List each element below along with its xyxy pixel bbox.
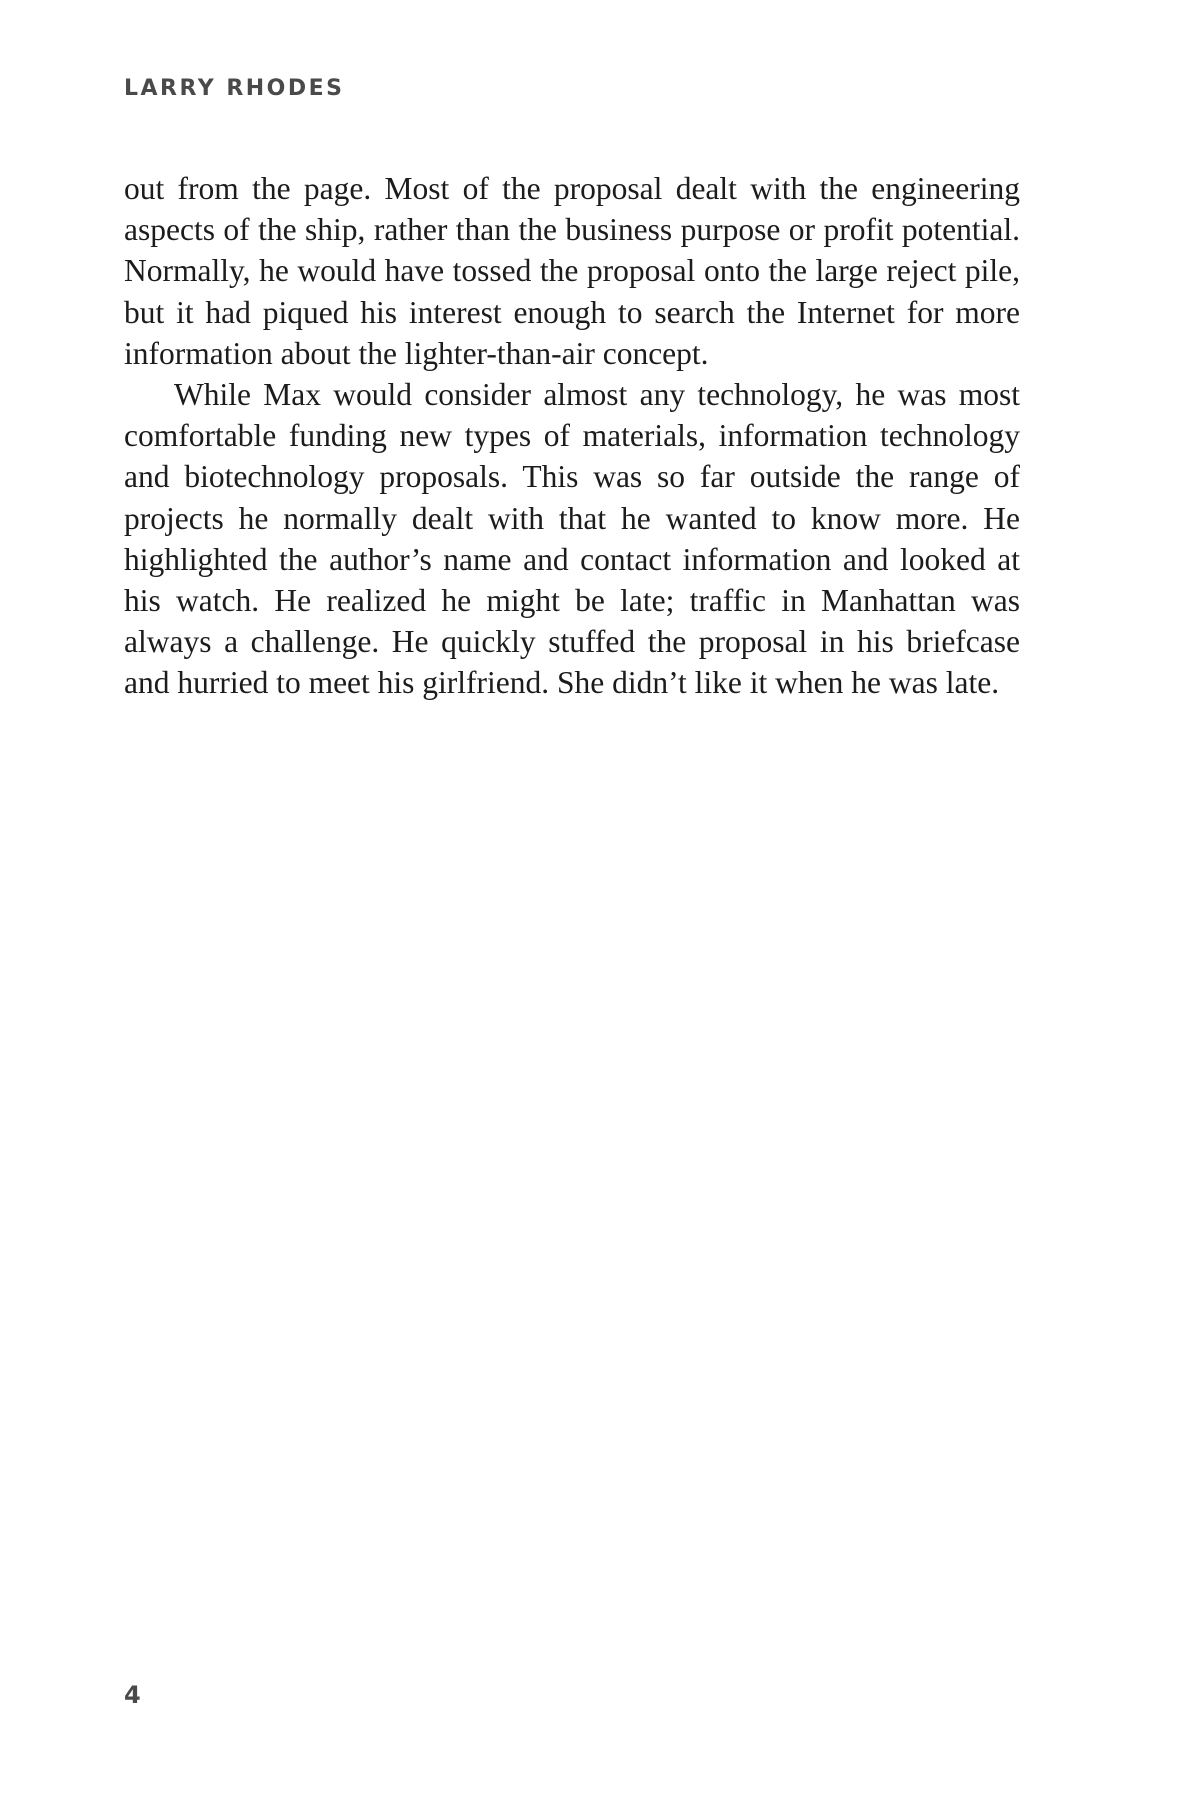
body-text [124, 168, 1020, 704]
running-head-author: LARRY RHODES [124, 76, 345, 101]
paragraph: While Max would consider almost any technology, he was most comfortable funding new types of materials, information technology and biotechnology proposals. This was so far outside the range of projects he normally dealt with that he wanted to know more. He highlighted the author’s name and contact information and looked at his watch. He realized he might be late; traffic in Manhattan was always a challenge. He quickly stuffed the proposal in his briefcase and hurried to meet his girlfriend. She didn’t like it when he was late. [124, 377, 1020, 701]
page-number: 4 [124, 1681, 141, 1709]
paragraph: out from the page. Most of the proposal dealt with the engineering aspects of the ship, rather than the business purpose or profit potential. Normally, he would have tossed the proposal onto the large reject pile, but it had piqued his interest enough to search the Internet for more information about the lighter-than-air concept. [124, 171, 1020, 371]
